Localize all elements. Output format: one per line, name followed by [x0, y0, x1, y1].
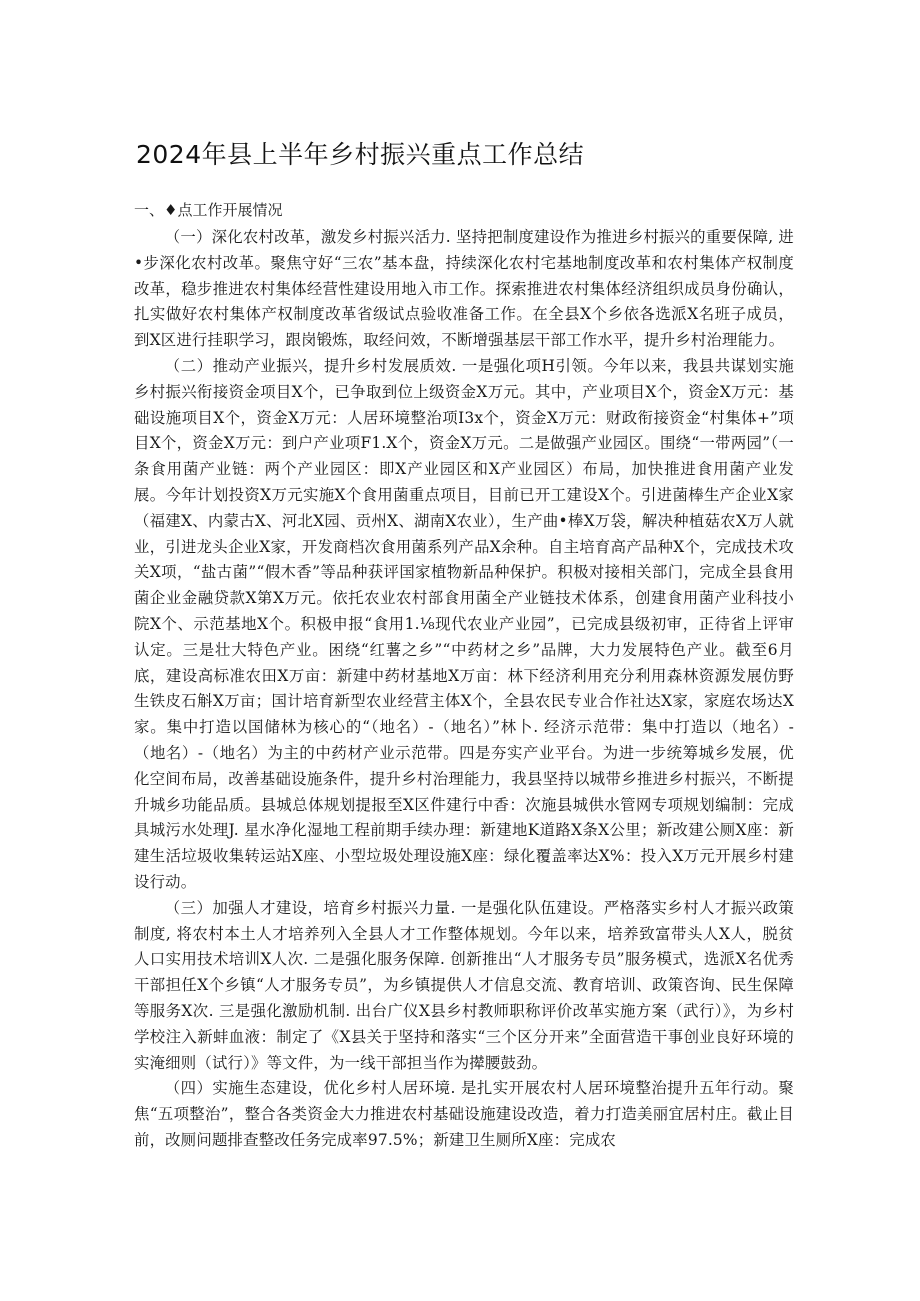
paragraph-rural-reform: （一）深化农村改革，激发乡村振兴活力. 坚持把制度建设作为推进乡村振兴的重要保障, 进•步深化农村改革。聚焦守好“三农”基本盘，持续深化农村宅基地制度改革和农村集体产权制度改革，稳步推进农村集体经营性建设用地入市工作。探索推进农村集体经济组织成员身份确认，扎实做好农村集体产权制度改革省级试点验收准备工作。在全县X个乡依各选派X名班子成员，到X区进行挂职学习，跟岗锻炼，取经问效，不断增强基层干部工作水平，提升乡村治理能力。: [134, 228, 794, 350]
paragraph-talent-building: （三）加强人才建设，培育乡村振兴力量. 一是强化队伍建设。严格落实乡村人才振兴政策制度, 将农村本土人才培养列入全县人才工作整体规划。今年以来，培养致富带头人X人，脱贫人口实用技术培训X人次. 二是强化服务保障. 创新推出“人才服务专员”服务模式，选派X名优秀干部担任X个乡镇“人才服务专员”，为乡镇提供人才信息交流、教育培训、政策咨询、民生保障等服务X次. 三是强化激励机制. 出台广仪X县乡村教师职称评价改革实施方案（武行）》，为乡村学校注入新蚌血液：制定了《X县关于坚持和落实“三个区分开来”全面营造干事创业良好环境的实淹细则（试行）》等文件，为一线干部担当作为撵腰鼓劲。: [134, 898, 794, 1072]
document-page: [134, 136, 794, 1154]
document-title: 2024年县上半年乡村振兴重点工作总结: [136, 140, 585, 169]
paragraph-ecological-building: （四）实施生态建设，优化乡村人居环境. 是扎实开展农村人居环境整治提升五年行动。聚焦“五项整治”，整合各类资金大力推进农村基础设施建设改造，着力打造美丽宜居村庄。截止目前，改厕问题排查整改任务完成率97.5%；新建卫生厕所X座：完成农: [134, 1079, 794, 1149]
section-heading: 一、♦点工作开展情况: [134, 201, 283, 219]
paragraph-industry-revitalization: （二）推动产业振兴，提升乡村发展质效. 一是强化项H引领。今年以来，我县共谋划实施乡村振兴衔接资金项目X个，已争取到位上级资金X万元。其中，产业项目X个，资金X万元：基础设施项目X个，资金X万元：人居环境整治项I3x个，资金X万元：财政衔接资金“村集体+”项目X个，资金X万元：到户产业项F1.X个，资金X万元。二是做强产业园区。围绕“一带两园”（一条食用菌产业链：两个产业园区：即X产业园区和X产业园区）布局，加快推进食用菌产业发展。今年计划投资X万元实施X个食用菌重点项目，目前已开工建设X个。引进菌棒生产企业X家（福建X、内蒙古X、河北X园、贡州X、湖南X农业），生产曲•棒X万袋，解决种植菇农X万人就业，引进龙头企业X家，开发商档次食用菌系列产品X余种。自主培育高产品种X个，完成技术攻关X项，“盐古菌”“假木香”等品种获评国家植物新品种保护。积极对接相关部门，完成全县食用菌企业金融贷款X第X万元。依托农业农村部食用菌全产业链技术体系，创建食用菌产业科技小院X个、示范基地X个。积极申报“食用1.⅛现代农业产业园”，已完成县级初审，正待省上评审认定。三是壮大特色产业。困绕“红薯之乡”“中药材之乡”品牌，大力发展特色产业。截至6月底，建设高标准农田X万亩：新建中药材基地X万亩：林下经济利用充分利用森林资源发展仿野生铁皮石斛X万亩；国计培育新型农业经营主体X个，全县农民专业合作社达X家，家庭农场达X家。集中打造以国储林为核心的“（地名）-（地名）”林卜. 经济示范带：集中打造以（地名）-（地名）-（地名）为主的中药材产业示范带。四是夯实产业平台。为进一步统筹城乡发展，优化空间布局，改善基础设施条件，提升乡村治理能力，我县坚持以城带乡推进乡村振兴，不断提升城乡功能品质。县城总体规划提报至X区件建行中香：次施县城供水管网专项规划编制：完成具城污水处理J. 星水净化湿地工程前期手续办理：新建地K道路X条X公里；新改建公厕X座：新建生活垃圾收集转运站X座、小型垃圾处理设施X座：绿化覆盖率达X%：投入X万元开展乡村建设行动。: [134, 356, 794, 891]
